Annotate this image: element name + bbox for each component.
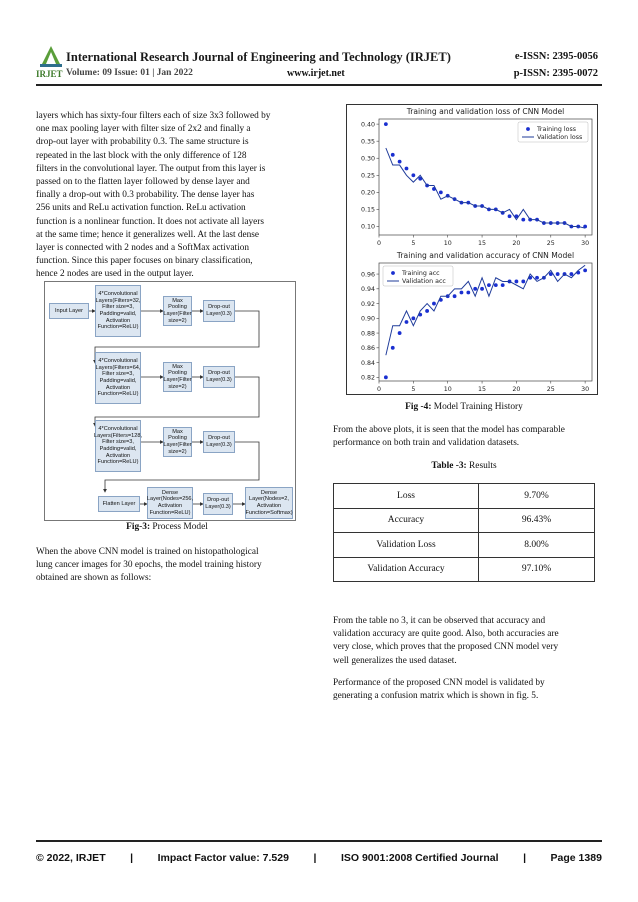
x-tick-label: 20 [512,240,521,247]
text-line: at the same time; hence it generalizes well. At the last dense [36,229,260,240]
text-line: performance on both train and validation datasets. [333,438,520,449]
accuracy-chart [347,248,597,394]
results-table [333,483,595,582]
y-tick-label: 0.20 [360,189,375,197]
data-point [556,272,560,276]
loss-chart [347,105,597,248]
table-row [334,508,595,533]
x-tick-label: 10 [443,240,452,247]
chart-title: Training and validation loss of CNN Model [406,107,565,116]
y-tick-label: 0.35 [360,138,375,146]
data-point [384,122,388,126]
metric-cell: Accuracy [334,508,479,533]
data-point [425,309,429,313]
data-point [466,291,470,295]
data-point [487,283,491,287]
data-point [501,283,505,287]
footer-divider [36,840,602,842]
x-tick-label: 25 [546,240,555,247]
flow-dropout-2: Drop-out Layer(0.3) [203,366,235,388]
x-tick-label: 5 [411,240,416,247]
metric-cell: Loss [334,484,479,509]
flow-maxpool-1: Max Pooling Layer(Filter size=2) [163,296,192,326]
text-line: very close, which proves that the proposed CNN model very [333,642,559,653]
fig3-label: Fig-3: [126,522,151,532]
y-tick-label: 0.94 [360,286,375,294]
left-paragraph-1 [36,110,298,282]
text-line: repeated in the last block with the only difference of 128 [36,150,247,161]
text-line: From the above plots, it is seen that the model has comparable [333,425,565,435]
journal-title: International Research Journal of Engineering and Technology (IRJET) [66,50,451,64]
flow-conv-block-1: 4*Convolutional Layers(Filters=32, Filter size=3, Padding=valid, Activation Function=ReLU) [95,285,141,337]
flow-conv-block-2: 4*Convolutional Layers(Filters=64, Filter size=3, Padding=valid, Activation Function=ReLU) [95,352,141,404]
x-tick-label: 25 [546,386,555,393]
data-point [453,294,457,298]
data-point [411,316,415,320]
y-tick-label: 0.25 [360,172,375,180]
y-tick-label: 0.88 [360,330,375,338]
footer-separator: | [523,852,527,864]
flow-dense-256: Dense Layer(Nodes=256, Activation Function=ReLU) [147,487,193,519]
metric-cell: Validation Loss [334,533,479,558]
data-point [494,283,498,287]
y-tick-label: 0.84 [360,359,375,367]
series-line-validation-loss [386,148,585,228]
fig3-text: Process Model [150,522,208,532]
y-tick-label: 0.15 [360,206,375,214]
right-paragraph-4 [333,615,595,668]
table3-text: Results [466,461,497,471]
process-model-flowchart [44,281,296,521]
footer-page-number: Page 1389 [550,852,602,864]
x-tick-label: 30 [581,386,590,393]
flow-dropout-4: Drop-out Layer(0.3) [203,493,233,515]
data-point [411,173,415,177]
page-footer [36,852,602,864]
y-tick-label: 0.10 [360,223,375,231]
flow-maxpool-3: Max Pooling Layer(Filter size=2) [163,427,192,457]
data-point [480,287,484,291]
data-point [515,280,519,284]
flow-input-layer: Input Layer [49,303,89,319]
header-divider [36,84,602,86]
x-tick-label: 20 [512,386,521,393]
text-line: When the above CNN model is trained on histopathological [36,547,259,557]
p-issn: p-ISSN: 2395-0072 [513,68,598,79]
table-row [334,557,595,582]
data-point [439,190,443,194]
y-tick-label: 0.82 [360,374,375,382]
y-tick-label: 0.86 [360,345,375,353]
data-point [405,320,409,324]
table-row [334,533,595,558]
text-line: obtained are shown as follows: [36,573,152,584]
table3-caption [333,461,595,471]
footer-separator: | [313,852,317,864]
footer-separator: | [130,852,134,864]
value-cell: 96.43% [479,508,595,533]
value-cell: 97.10% [479,557,595,582]
fig4-label: Fig -4: [405,402,432,412]
text-line: well generalizes the used dataset. [333,655,457,666]
fig4-caption [333,402,595,412]
data-point [391,346,395,350]
x-tick-label: 15 [478,240,487,247]
text-line: function. Since this paper focuses on binary classification, [36,256,253,267]
data-point [405,167,409,171]
data-point [384,375,388,379]
e-issn: e-ISSN: 2395-0056 [514,51,598,62]
volume-issue: Volume: 09 Issue: 01 | Jan 2022 [66,68,193,78]
table-row [334,484,595,509]
text-line: generating a confusion matrix which is shown in fig. 5. [333,691,539,702]
legend-label: Validation loss [537,134,583,142]
legend-label: Training acc [402,270,440,278]
y-tick-label: 0.92 [360,300,375,308]
text-line: 256 units and ReLu activation function. ReLu activation [36,203,246,214]
fig3-caption [36,522,298,532]
legend-dot-swatch [526,127,530,131]
flow-conv-block-3: 4*Convolutional Layers(Filters=128, Filter size=3, Padding=valid, Activation Function=ReLU) [95,420,141,472]
data-point [398,160,402,164]
data-point [508,214,512,218]
text-line: hence 2 nodes are used in the output layer. [36,269,194,280]
data-point [398,331,402,335]
legend-label: Training loss [537,126,577,134]
text-line: one max pooling layer with filter size of 2x2 and finally a [36,124,251,135]
data-point [521,280,525,284]
footer-iso: ISO 9001:2008 Certified Journal [340,852,499,864]
fig4-text: Model Training History [431,402,523,412]
fig4-frame [346,104,598,395]
logo-text: IRJET [36,69,63,79]
website-link[interactable]: www.irjet.net [287,68,345,79]
value-cell: 8.00% [479,533,595,558]
text-line: passed on to the flatten layer followed by dense layer and [36,177,250,188]
x-tick-label: 0 [376,386,382,393]
data-point [391,153,395,157]
data-point [473,287,477,291]
text-line: validation accuracy are quite good. Also, both accuracies are [333,629,559,640]
left-paragraph-2 [36,546,298,586]
flow-maxpool-2: Max Pooling Layer(Filter size=2) [163,362,192,392]
irjet-logo-icon [36,44,66,70]
text-line: filters in the convolutional layer. The output from this layer is [36,163,266,174]
text-line: layers which has sixty-four filters each of size 3x3 followed by [36,111,271,121]
x-tick-label: 30 [581,240,590,247]
x-tick-label: 0 [376,240,382,247]
x-tick-label: 5 [411,386,416,393]
text-line: Performance of the proposed CNN model is validated by [333,678,545,688]
data-point [460,291,464,295]
chart-title: Training and validation accuracy of CNN Model [396,251,575,260]
data-point [535,276,539,280]
data-point [583,268,587,272]
data-point [569,272,573,276]
legend-label: Validation acc [402,278,446,286]
text-line: finally a drop-out with 0.3 probability. The dense layer has [36,190,255,201]
footer-impact-factor: Impact Factor value: 7.529 [157,852,289,864]
text-line: From the table no 3, it can be observed that accuracy and [333,616,546,626]
flow-dropout-1: Drop-out Layer(0.3) [203,300,235,322]
right-paragraph-3 [333,424,595,450]
value-cell: 9.70% [479,484,595,509]
text-line: function is a nonlinear function. It does not activate all layers [36,216,264,227]
x-tick-label: 10 [443,386,452,393]
y-tick-label: 0.40 [360,121,375,129]
flow-dropout-3: Drop-out Layer(0.3) [203,431,235,453]
legend-dot-swatch [391,271,395,275]
x-tick-label: 15 [478,386,487,393]
table3-label: Table -3: [431,461,467,471]
flow-flatten-layer: Flatten Layer [98,496,140,512]
data-point [521,218,525,222]
footer-copyright: © 2022, IRJET [36,852,106,864]
y-tick-label: 0.96 [360,271,375,279]
data-point [432,302,436,306]
y-tick-label: 0.90 [360,315,375,323]
text-line: drop-out layer with probability 0.3. The same structure is [36,137,249,148]
flow-dense-2: Dense Layer(Nodes=2, Activation Function=Softmax) [245,487,293,519]
text-line: layer is connected with 2 nodes and a SoftMax activation [36,243,249,254]
text-line: lung cancer images for 30 epochs, the model training history [36,560,262,571]
right-paragraph-5 [333,677,595,703]
y-tick-label: 0.30 [360,155,375,163]
metric-cell: Validation Accuracy [334,557,479,582]
